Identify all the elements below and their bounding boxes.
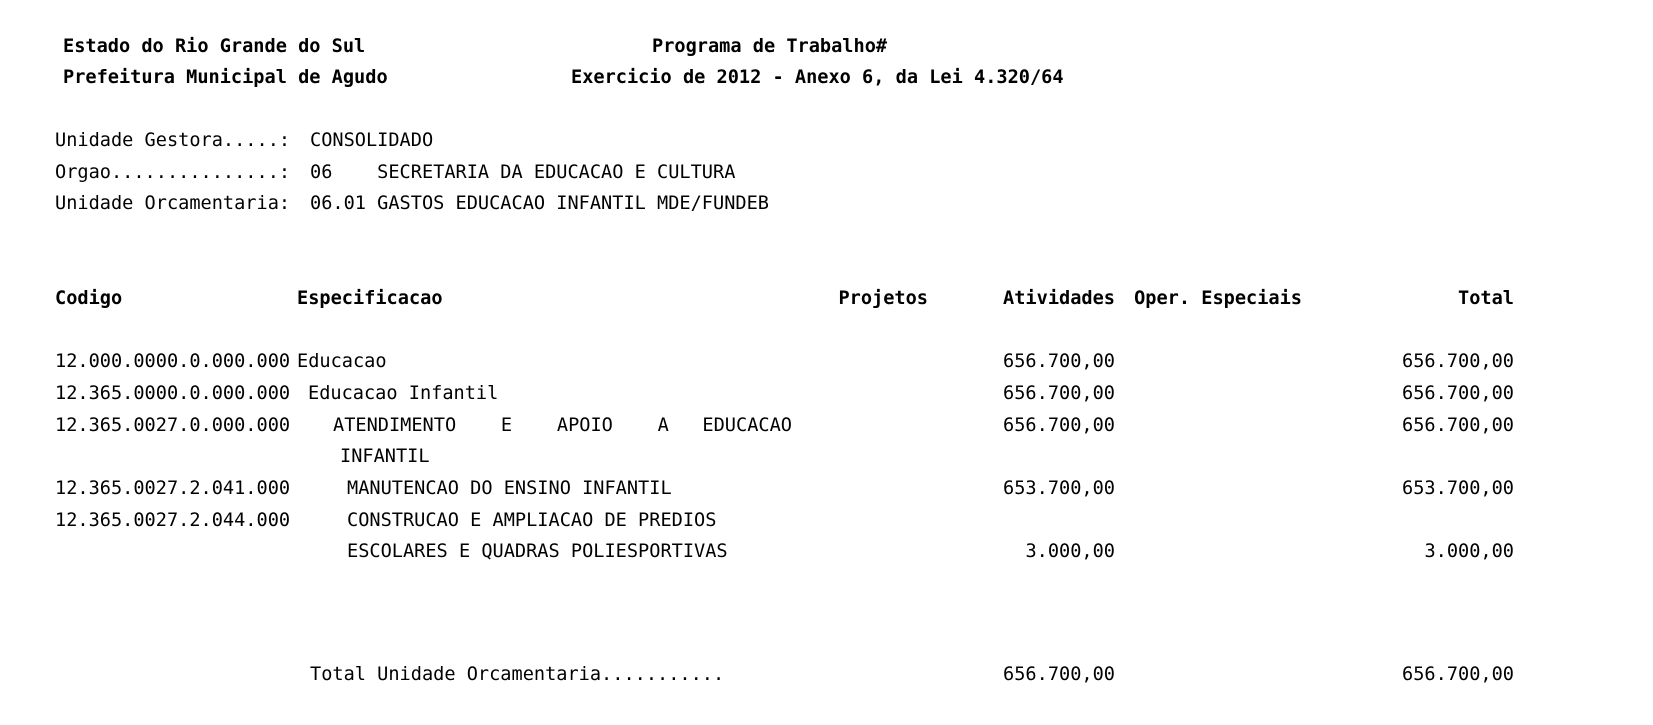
info-value-orgao: 06 SECRETARIA DA EDUCACAO E CULTURA <box>310 162 736 183</box>
org-name-line2: Prefeitura Municipal de Agudo <box>63 67 388 88</box>
row-atividades: 653.700,00 <box>1003 478 1115 499</box>
table-row <box>0 477 1653 500</box>
column-header-especificacao: Especificacao <box>297 288 443 309</box>
column-header-atividades: Atividades <box>1003 288 1115 309</box>
table-row <box>0 509 1653 532</box>
row-spec: ESCOLARES E QUADRAS POLIESPORTIVAS <box>347 541 728 562</box>
row-code: 12.000.0000.0.000.000 <box>55 351 291 372</box>
total-row-atividades: 656.700,00 <box>1003 664 1115 685</box>
column-header-projetos: Projetos <box>838 288 928 309</box>
row-code: 12.365.0000.0.000.000 <box>55 383 291 404</box>
row-code: 12.365.0027.0.000.000 <box>55 415 291 436</box>
row-atividades: 656.700,00 <box>1003 383 1115 404</box>
table-row <box>0 414 1653 437</box>
info-row-unidade-orcamentaria <box>0 192 1653 215</box>
row-total: 656.700,00 <box>1402 415 1514 436</box>
row-code: 12.365.0027.2.044.000 <box>55 510 291 531</box>
info-label-orgao: Orgao...............: <box>55 162 291 183</box>
total-row-total: 656.700,00 <box>1402 664 1514 685</box>
column-header-oper-especiais: Oper. Especiais <box>1134 288 1302 309</box>
info-value-unidade-orcamentaria: 06.01 GASTOS EDUCACAO INFANTIL MDE/FUNDEB <box>310 193 769 214</box>
column-header-total: Total <box>1458 288 1514 309</box>
row-spec: MANUTENCAO DO ENSINO INFANTIL <box>347 478 672 499</box>
row-atividades: 3.000,00 <box>1025 541 1115 562</box>
row-atividades: 656.700,00 <box>1003 415 1115 436</box>
info-row-unidade-gestora <box>0 129 1653 152</box>
row-spec: CONSTRUCAO E AMPLIACAO DE PREDIOS <box>347 510 717 531</box>
row-atividades: 656.700,00 <box>1003 351 1115 372</box>
row-spec: ATENDIMENTO E APOIO A EDUCACAO <box>333 415 792 436</box>
row-spec: Educacao <box>297 351 387 372</box>
table-row <box>0 382 1653 405</box>
info-value-unidade-gestora: CONSOLIDADO <box>310 130 434 151</box>
report-subtitle: Exercicio de 2012 - Anexo 6, da Lei 4.320/64 <box>571 67 1064 88</box>
total-row-label: Total Unidade Orcamentaria........... <box>310 664 725 685</box>
row-total: 3.000,00 <box>1424 541 1514 562</box>
info-label-unidade-orcamentaria: Unidade Orcamentaria: <box>55 193 291 214</box>
row-spec: INFANTIL <box>340 446 430 467</box>
row-total: 653.700,00 <box>1402 478 1514 499</box>
row-code: 12.365.0027.2.041.000 <box>55 478 291 499</box>
row-spec: Educacao Infantil <box>308 383 499 404</box>
table-total-row <box>0 663 1653 686</box>
org-name-line1: Estado do Rio Grande do Sul <box>63 36 366 57</box>
table-row <box>0 350 1653 373</box>
report-title: Programa de Trabalho# <box>652 36 888 57</box>
row-total: 656.700,00 <box>1402 383 1514 404</box>
table-row-continuation <box>0 445 1653 468</box>
table-row-continuation <box>0 540 1653 563</box>
row-total: 656.700,00 <box>1402 351 1514 372</box>
info-label-unidade-gestora: Unidade Gestora.....: <box>55 130 291 151</box>
column-header-codigo: Codigo <box>55 288 123 309</box>
info-row-orgao <box>0 161 1653 184</box>
table-header-row <box>0 287 1653 310</box>
